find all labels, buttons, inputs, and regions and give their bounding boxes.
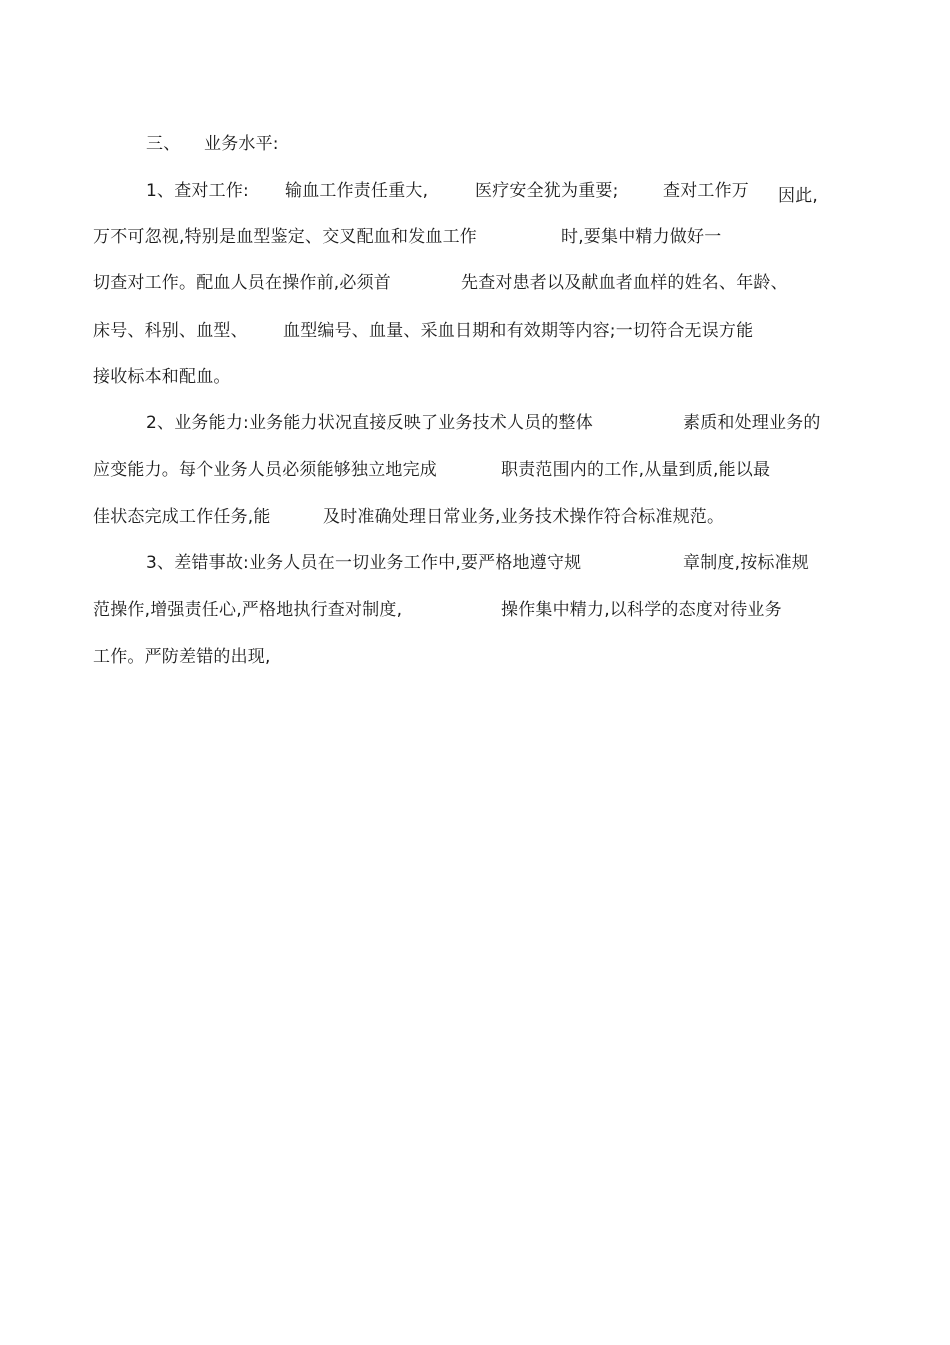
section-title: 业务水平: <box>204 134 279 154</box>
p1-line1-part2: 输血工作责任重大, <box>285 181 429 201</box>
p2-line3-part2: 及时准确处理日常业务,业务技术操作符合标准规范。 <box>323 507 725 527</box>
p1-line4-part1: 床号、科别、血型、 <box>93 321 248 341</box>
section-number: 三、 <box>146 134 181 154</box>
p2-line1-part1: 2、业务能力:业务能力状况直接反映了业务技术人员的整体 <box>146 413 593 433</box>
p3-line3: 工作。严防差错的出现, <box>93 647 271 667</box>
p1-line2-part2: 时,要集中精力做好一 <box>561 227 722 247</box>
p3-line1-part1: 3、差错事故:业务人员在一切业务工作中,要严格地遵守规 <box>146 553 582 573</box>
p2-line1-part2: 素质和处理业务的 <box>683 413 821 433</box>
p1-line1-part3: 医疗安全犹为重要; <box>475 181 619 201</box>
p1-line1-part4: 查对工作万 <box>663 181 749 201</box>
p1-line3-part1: 切查对工作。配血人员在操作前,必须首 <box>93 273 392 293</box>
p2-line2-part2: 职责范围内的工作,从量到质,能以最 <box>501 460 771 480</box>
p2-line2-part1: 应变能力。每个业务人员必须能够独立地完成 <box>93 460 437 480</box>
p1-line1-part1: 1、查对工作: <box>146 181 249 201</box>
p1-line1-part5: 因此, <box>778 186 819 206</box>
p1-line3-part2: 先查对患者以及献血者血样的姓名、年龄、 <box>461 273 788 293</box>
p3-line2-part2: 操作集中精力,以科学的态度对待业务 <box>501 600 782 620</box>
p3-line2-part1: 范操作,增强责任心,严格地执行查对制度, <box>93 600 403 620</box>
p2-line3-part1: 佳状态完成工作任务,能 <box>93 507 271 527</box>
p1-line5: 接收标本和配血。 <box>93 367 231 387</box>
p3-line1-part2: 章制度,按标准规 <box>683 553 810 573</box>
p1-line2-part1: 万不可忽视,特别是血型鉴定、交叉配血和发血工作 <box>93 227 478 247</box>
p1-line4-part2: 血型编号、血量、采血日期和有效期等内容;一切符合无误方能 <box>283 321 754 341</box>
